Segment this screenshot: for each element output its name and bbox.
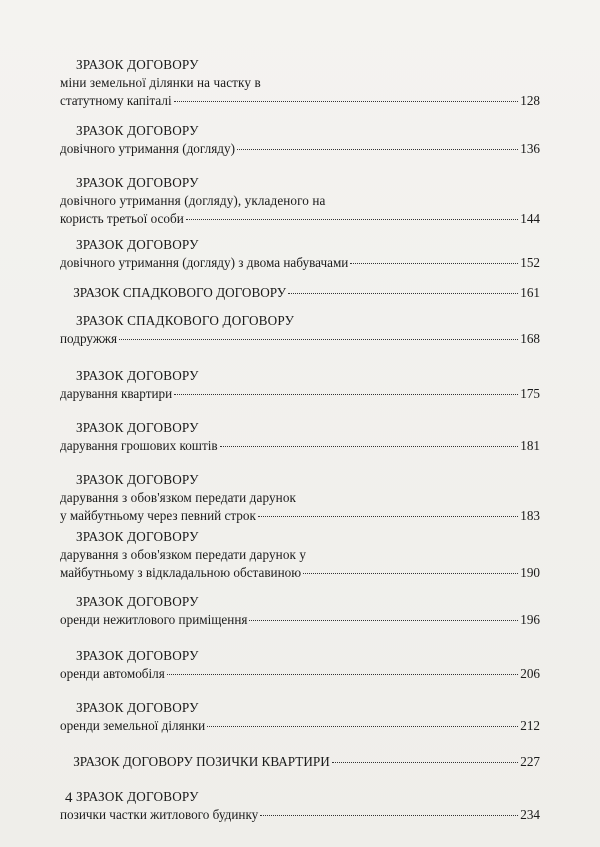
toc-entry <box>60 471 540 525</box>
toc-entry-title-line <box>60 564 540 582</box>
toc-entry <box>60 312 540 348</box>
toc-entry-heading: ЗРАЗОК СПАДКОВОГО ДОГОВОРУ <box>76 313 295 328</box>
toc-entry-title-line <box>60 611 540 629</box>
toc-entry-heading: ЗРАЗОК ДОГОВОРУ <box>76 700 199 715</box>
toc-entry <box>60 284 540 302</box>
toc-entry-page-number: 136 <box>520 141 540 156</box>
toc-entry-line: дарування з обов'язком передати дарунок у <box>60 547 307 562</box>
toc-entry-page-number: 196 <box>520 612 540 627</box>
toc-entry-title-line <box>60 437 540 455</box>
toc-entry-title: подружжя <box>60 331 118 346</box>
toc-entry <box>60 367 540 403</box>
toc-entry-heading: ЗРАЗОК ДОГОВОРУ <box>76 472 199 487</box>
toc-entry-title-line <box>60 717 540 735</box>
toc-entry <box>60 528 540 582</box>
toc-entry-title-line <box>60 140 540 158</box>
toc-entry-page-number: 144 <box>520 211 540 226</box>
toc-entry-page-number: 168 <box>520 331 540 346</box>
toc-entry-title: оренди автомобіля <box>60 666 165 681</box>
toc-entry-title: ЗРАЗОК СПАДКОВОГО ДОГОВОРУ <box>60 285 287 300</box>
page-number: 4 <box>65 790 73 806</box>
toc-entry-title: дарування грошових коштів <box>60 438 218 453</box>
toc-entry-title-line <box>60 385 540 403</box>
toc-entry-page-number: 212 <box>520 718 540 733</box>
dot-leader <box>258 516 518 517</box>
toc-entry-heading: ЗРАЗОК ДОГОВОРУ <box>76 789 199 804</box>
toc-entry <box>60 122 540 158</box>
toc-entry <box>60 56 540 110</box>
toc-entry-heading: ЗРАЗОК ДОГОВОРУ <box>76 368 199 383</box>
toc-entry-title: довічного утримання (догляду) <box>60 141 235 156</box>
toc-entry-title: оренди земельної ділянки <box>60 718 206 733</box>
toc-entry-title: ЗРАЗОК ДОГОВОРУ ПОЗИЧКИ КВАРТИРИ <box>60 754 330 769</box>
dot-leader <box>288 293 518 294</box>
toc-entry-title: оренди нежитлового приміщення <box>60 612 248 627</box>
toc-entry <box>60 647 540 683</box>
toc-entry-heading: ЗРАЗОК ДОГОВОРУ <box>76 175 199 190</box>
toc-entry-title: користь третьої особи <box>60 211 184 226</box>
toc-entry-title-line <box>60 210 540 228</box>
toc-entry-page-number: 181 <box>520 438 540 453</box>
toc-entry-heading: ЗРАЗОК ДОГОВОРУ <box>76 420 199 435</box>
toc-entry <box>60 788 540 824</box>
toc-entry-line: міни земельної ділянки на частку в <box>60 75 261 90</box>
toc-entry <box>60 236 540 272</box>
toc-entry-title-line <box>60 92 540 110</box>
toc-entry-title: майбутньому з відкладальною обставиною <box>60 565 302 580</box>
toc-entry-page-number: 175 <box>520 386 540 401</box>
toc-entry-heading: ЗРАЗОК ДОГОВОРУ <box>76 237 199 252</box>
toc-entry-title-line <box>60 284 540 302</box>
dot-leader <box>119 339 518 340</box>
toc-entry-heading: ЗРАЗОК ДОГОВОРУ <box>76 529 199 544</box>
toc-entry-title: дарування квартири <box>60 386 173 401</box>
dot-leader <box>174 394 518 395</box>
dot-leader <box>207 726 518 727</box>
toc-entry-title: статутному капіталі <box>60 93 172 108</box>
toc-entry-heading: ЗРАЗОК ДОГОВОРУ <box>76 648 199 663</box>
toc-entry <box>60 593 540 629</box>
dot-leader <box>167 674 518 675</box>
dot-leader <box>220 446 519 447</box>
dot-leader <box>332 762 518 763</box>
toc-entry-title: довічного утримання (догляду) з двома набувачами <box>60 255 349 270</box>
toc-entry-page-number: 152 <box>520 255 540 270</box>
toc-entry-heading: ЗРАЗОК ДОГОВОРУ <box>76 594 199 609</box>
toc-entry-page-number: 128 <box>520 93 540 108</box>
dot-leader <box>303 573 518 574</box>
dot-leader <box>186 219 518 220</box>
dot-leader <box>174 101 519 102</box>
toc-entry-page-number: 190 <box>520 565 540 580</box>
toc-entry-heading: ЗРАЗОК ДОГОВОРУ <box>76 57 199 72</box>
toc-entry-line: довічного утримання (догляду), укладеного на <box>60 193 326 208</box>
toc-entry-heading: ЗРАЗОК ДОГОВОРУ <box>76 123 199 138</box>
toc-entry-page-number: 161 <box>520 285 540 300</box>
toc-entry-page-number: 206 <box>520 666 540 681</box>
toc-entry-line: дарування з обов'язком передати дарунок <box>60 490 297 505</box>
toc-entry-title-line <box>60 665 540 683</box>
dot-leader <box>237 149 518 150</box>
toc-entry-title-line <box>60 753 540 771</box>
toc-entry-title: у майбутньому через певний строк <box>60 508 256 523</box>
toc-entry <box>60 174 540 228</box>
dot-leader <box>249 620 518 621</box>
toc-entry-title-line <box>60 330 540 348</box>
toc-entry-page-number: 227 <box>520 754 540 769</box>
toc-entry <box>60 753 540 771</box>
toc-entry-title-line <box>60 254 540 272</box>
toc-entry-page-number: 183 <box>520 508 540 523</box>
dot-leader <box>350 263 518 264</box>
toc-entry-title-line <box>60 507 540 525</box>
toc-entry <box>60 419 540 455</box>
dot-leader <box>260 815 518 816</box>
toc-entry <box>60 699 540 735</box>
toc-entry-title: позички частки житлового будинку <box>60 807 259 822</box>
toc-entry-page-number: 234 <box>520 807 540 822</box>
toc-entry-title-line <box>60 806 540 824</box>
